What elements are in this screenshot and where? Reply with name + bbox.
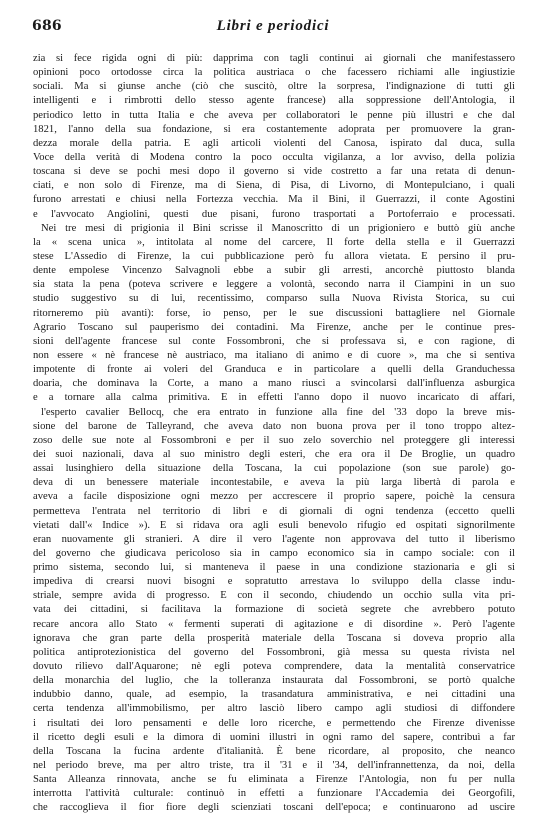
- text-line: vata dei cittadini, si facilitava la formazione di società segrete che avrebbero potuto: [33, 604, 515, 616]
- text-line: stese L'Assedio di Firenze, la cui pubblicazione però fu allora vietata. E persino il pru-: [33, 250, 515, 262]
- text-line: della Toscana la fucina ardente d'italianità. È bene ricordare, al proposito, che neanco: [33, 745, 515, 757]
- text-line: certa tendenza all'immobilismo, per altro lasciò libero campo agli studiosi di diffondere: [33, 703, 515, 715]
- text-line: sione del barone de Talleyrand, che aveva dato non buona prova per il tono troppo altez-: [33, 420, 515, 432]
- running-title: Libri e periodici: [216, 18, 330, 34]
- text-line: che raccoglieva il fior fiore degli scienziati toscani dell'epoca; e continuarono ad uscire: [33, 802, 515, 814]
- text-line: dente empolese Vincenzo Salvagnoli ebbe a subir gli arresti, ancorchè piuttosto blanda: [33, 265, 515, 277]
- text-line: impotente di fronte ai voleri del Granduca e in particolare a quelli della Granduchessa: [33, 364, 515, 376]
- text-line: politica antiprotezionistica del governo del Fossombroni, già messa su questa rivista nel: [33, 646, 515, 658]
- text-line: studio suggestivo su di lui, recentissimo, comparso sulla Nuova Rivista Storica, su cui: [33, 293, 515, 305]
- text-line: vietati dall'« Indice »). E si ridava ora agli esuli benevolo rifugio ed ospitati signorilmente: [33, 519, 515, 531]
- text-line: zia si fece rigida ogni di più: dapprima con tagli continui ai giornali che manifestassero: [33, 53, 515, 64]
- text-line: dei suoi nazionali, dava al suo ministro degli esteri, che era ora il De Broglie, un quadro: [33, 448, 515, 460]
- text-line: la « scena unica », intitolata al nome del carcere, Il forte della stella e il Guerrazzi: [33, 236, 515, 248]
- text-line: Agrario Toscano sul pauperismo dei contadini. Ma Firenze, anche per le continue pres-: [33, 321, 515, 333]
- text-line: striale, sempre avida di progresso. E con il secondo, chiudendo un occhio sulla vita pri-: [33, 590, 515, 602]
- text-line: interrotta l'attività culturale: continuò in effetti a funzionare l'Accademia dei Georgofili,: [33, 788, 515, 800]
- text-line: 1821, l'anno della sua fondazione, si era costantemente adoprata per promuovere la gran-: [33, 123, 515, 135]
- page-number: 686: [32, 18, 62, 34]
- text-line: ignorava che gran parte della prosperità materiale della Toscana si doveva proprio alla: [33, 632, 515, 644]
- text-line: recare ancora allo Stato « fermenti superati di agitazione e di disordine ». Però l'agente: [33, 618, 515, 630]
- text-line: permetteva l'entrata nel territorio di libri e di giornali di ogni tendenza (eccetto quelli: [33, 505, 515, 517]
- text-line: zoso delle sue note al Fossombroni e per il suo zelo soverchio nel proteggere gli interessi: [33, 434, 515, 446]
- text-line: ciati, e non solo di Firenze, ma di Siena, di Pisa, di Livorno, di Montepulciano, i quali: [33, 180, 515, 192]
- text-line: dezza morale della patria. E agli articoli violenti del Canosa, ispirato dal duca, sulla: [33, 137, 515, 149]
- text-line: Nei tre mesi di prigionia il Bini scrisse il Manoscritto di un prigioniero e buttò giù anche: [41, 222, 515, 234]
- text-line: e a tornare alla calma primitiva. E in effetti l'anno dopo il nuovo incaricato di affari,: [33, 392, 515, 404]
- text-line: indubbio danno, quale, ad esempio, la trasandatura amministrativa, e nei cittadini una: [33, 689, 515, 701]
- text-line: toscana si deve se pochi mesi dopo il governo si vide costretto a far una retata di denun-: [33, 166, 515, 178]
- text-line: eran nuovamente gli stranieri. A dire il vero l'agente non approvava del tutto il liberismo: [33, 533, 515, 545]
- text-line: impediva di crearsi nuovi bisogni e sopratutto arrestava lo sviluppo della classe indu-: [33, 576, 515, 588]
- text-line: opinioni poco ortodosse circa la politica austriaca o che facessero richiami alle ingiustizie: [33, 67, 515, 79]
- text-line: del governo che giudicava pericoloso sia in campo economico sia in campo sociale: con il: [33, 547, 515, 559]
- text-line: periodico letto in tutta Italia e che aveva per collaboratori le penne più illustri e che dal: [33, 109, 515, 121]
- text-line: sociali. Ma si giunse anche (ciò che suscitò, oltre la sorpresa, l'indignazione di tutti gli: [33, 81, 515, 93]
- text-line: l'esperto cavalier Bellocq, che era entrato in funzione alla fine del '33 dopo la breve mis-: [41, 406, 515, 418]
- text-line: dovuto rilievo dall'Aquarone; nè egli poteva comprendere, data la mentalità conservatrice: [33, 661, 515, 673]
- text-line: della monarchia del luglio, che la tolleranza instaurata dal Fossombroni, se portò qualche: [33, 675, 515, 687]
- text-line: deva di un benessere materiale incontestabile, e aveva la più larga libertà di parola e: [33, 477, 515, 489]
- text-line: aveva a facile disposizione ogni mezzo per accrescere il proprio sapere, poichè la censura: [33, 491, 515, 503]
- text-line: sia stata la pena (poteva scrivere e leggere a volontà, secondo narra il Ciampini in un suo: [33, 279, 515, 291]
- text-line: e l'avvocato Angiolini, questi due pisani, furono trasportati a Portoferraio e processati.: [33, 208, 515, 220]
- text-line: sioni dell'agente francese sul conte Fossombroni, che si professava sì, e con ragione, di: [33, 335, 515, 347]
- body-text: [33, 52, 515, 816]
- text-line: il ricetto degli esuli e la dimora di uomini illustri in ogni ramo del sapere, contribuì a far: [33, 731, 515, 743]
- text-line: doaria, che dominava la Corte, a mano a mano riuscì a svincolarsi dall'influenza asburgica: [33, 378, 515, 390]
- text-line: assai lusinghiero della situazione della Toscana, la cui popolazione (son sue parole) go-: [33, 463, 515, 475]
- text-line: nel periodo breve, ma per altro triste, tra il '31 e il '34, dell'infrannettenza, da noi, della: [33, 760, 515, 772]
- text-line: intelligenti e i rimbrotti dello stesso agente francese) alla soppressione dell'Antologia, il: [33, 95, 515, 107]
- text-line: non essere « nè francese nè austriaco, ma italiano di animo e di cuore », ma che si sentiva: [33, 349, 515, 361]
- text-line: Santa Alleanza rinnovata, anche se fu eliminata a Firenze l'Antologia, non fu per nulla: [33, 774, 515, 786]
- text-line: primo sistema, secondo lui, si manteneva il paese in una condizione stazionaria e gli si: [33, 562, 515, 574]
- text-line: i risultati dei loro pensamenti e delle loro ricerche, e permettendo che Firenze divenisse: [33, 717, 515, 729]
- text-line: Voce della verità di Modena contro la poco occulta vigilanza, a lor avviso, della polizia: [33, 151, 515, 163]
- page-header: [32, 18, 514, 38]
- text-line: furono arrestati e chiusi nella Fortezza vecchia. Ma il Bini, il Guerrazzi, il conte Agostini: [33, 194, 515, 206]
- text-line: ritorneremo più avanti): forse, io penso, per le sue discussioni battagliere nel Giornale: [33, 307, 515, 319]
